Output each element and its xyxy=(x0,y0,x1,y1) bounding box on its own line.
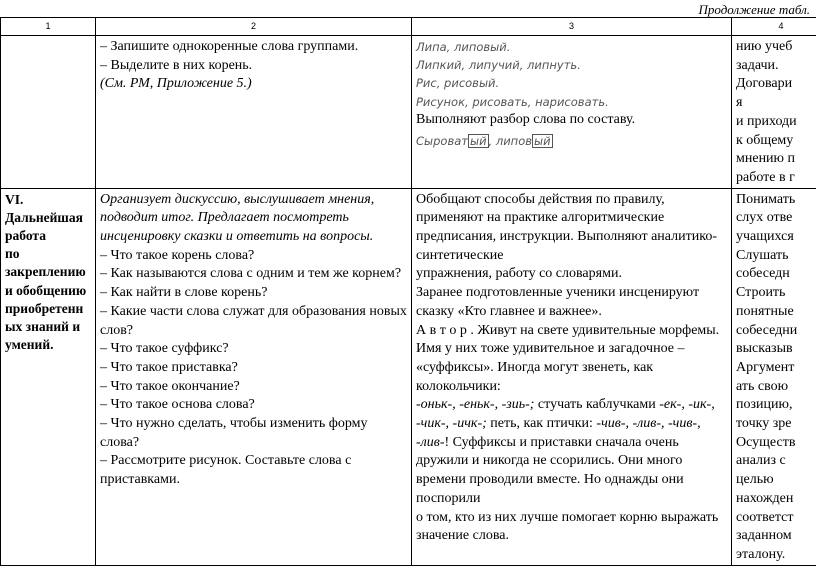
text-line: ать свою xyxy=(736,378,789,394)
text-line: соответст xyxy=(736,509,794,525)
text-line: нию учеб xyxy=(736,39,793,54)
suffix-list: -чик-, -ичк-; xyxy=(416,416,487,432)
header-row xyxy=(1,18,816,36)
text-line: высказыв xyxy=(736,341,793,357)
text-line: Строить xyxy=(736,285,786,301)
suffix-list: -чив-, -лив-, -чив-, xyxy=(596,416,701,432)
stage-line: и обобщению xyxy=(5,282,87,298)
text-line: Аргумент xyxy=(736,359,795,375)
col-number: 1 xyxy=(1,18,96,36)
table-row xyxy=(1,36,816,189)
text-line: слух отве xyxy=(736,210,793,226)
question-line: – Какие части слова служат для образования новых xyxy=(100,303,407,319)
text-line: поспорили xyxy=(416,490,481,506)
stage-line: закреплению xyxy=(5,264,86,280)
text-line: анализ с xyxy=(736,453,786,469)
text-line: Понимать xyxy=(736,191,796,207)
text-line: – Выделите в них корень. xyxy=(100,57,253,73)
table-row xyxy=(1,188,816,565)
text-line: синтетические xyxy=(416,247,504,263)
question-line: слов? xyxy=(100,322,134,338)
col-number: 3 xyxy=(412,18,732,36)
continuation-label: Продолжение табл. xyxy=(698,2,810,17)
teacher-cell xyxy=(96,36,412,189)
text-line: Договари xyxy=(736,76,793,92)
question-line: – Рассмотрите рисунок. Составьте слова с xyxy=(100,453,352,469)
handwritten-word-group: Рис, рисовый. xyxy=(416,76,500,91)
text-line: инсценировку сказки и ответить на вопросы. xyxy=(100,229,374,245)
text-span: петь, как птички: xyxy=(486,416,597,432)
text-line: точку зре xyxy=(736,416,792,432)
morpheme-parse xyxy=(416,132,728,150)
separator: , xyxy=(488,133,496,148)
text-line: упражнения, работу со словарями. xyxy=(416,266,622,282)
text-line: учащихся xyxy=(736,229,794,245)
question-line: – Что такое приставка? xyxy=(100,359,238,375)
text-line: мнению п xyxy=(736,151,796,167)
text-line: к общему xyxy=(736,132,794,148)
stage-line: работа xyxy=(5,228,46,244)
col-number: 2 xyxy=(96,18,412,36)
reference-note: (См. РМ, Приложение 5.) xyxy=(100,76,252,92)
col-number: 4 xyxy=(732,18,816,36)
text-line: значение слова. xyxy=(416,528,509,544)
ending-box: ый xyxy=(469,133,487,148)
text-line: нахожден xyxy=(736,490,794,506)
text-line: собеседн xyxy=(736,266,790,282)
text-span: стучать каблучками xyxy=(534,397,660,413)
text-line: дружили и никогда не ссорились. Они много xyxy=(416,453,683,469)
question-line: – Что такое основа слова? xyxy=(100,397,255,413)
text-line: сказку «Кто главнее и важнее». xyxy=(416,303,602,319)
suffix-line xyxy=(416,415,728,434)
question-line: – Что нужно сделать, чтобы изменить форму слова? xyxy=(100,416,368,450)
text-line: Осуществ xyxy=(736,434,796,450)
text-line: позицию, xyxy=(736,397,793,413)
question-line: приставками. xyxy=(100,472,180,488)
question-line: – Как называются слова с одним и тем же корнем? xyxy=(100,266,402,282)
suffix-line xyxy=(416,396,728,415)
uud-cell xyxy=(732,36,816,189)
suffix-list: -лив- xyxy=(416,434,445,450)
teacher-cell xyxy=(96,188,412,565)
uud-cell xyxy=(732,188,816,565)
text-line: – Запишите однокоренные слова группами. xyxy=(100,39,359,54)
text-line: задачи. xyxy=(736,57,779,73)
text-line: предписания, инструкции. Выполняют аналитико- xyxy=(416,229,717,245)
text-line: подводит итог. Предлагает посмотреть xyxy=(100,210,349,226)
text-line: целью xyxy=(736,472,774,488)
text-line: заданном xyxy=(736,528,792,544)
text-line: колокольчики: xyxy=(416,378,501,394)
stage-line: ых знаний и xyxy=(5,319,81,335)
stage-line: приобретенн xyxy=(5,300,84,316)
stage-line: VI. xyxy=(5,191,24,207)
text-line: о том, кто из них лучше помогает корню выражать xyxy=(416,509,719,525)
text-line: времени проводили вместе. Но однажды они xyxy=(416,472,684,488)
text-line: собеседни xyxy=(736,322,798,338)
text-line: Имя у них тоже удивительное и загадочное – xyxy=(416,341,685,357)
text-line: Организует дискуссию, выслушивает мнения, xyxy=(100,191,375,207)
text-line: понятные xyxy=(736,303,794,319)
text-line: Выполняют разбор слова по составу. xyxy=(416,111,636,127)
question-line: – Что такое корень слова? xyxy=(100,247,255,263)
suffix-list: -оньк-, -еньк-, -зиь-; xyxy=(416,397,535,413)
question-line: – Что такое суффикс? xyxy=(100,341,229,357)
handwritten-word-group: Липа, липовый. xyxy=(416,40,511,54)
text-line: А в т о р . Живут на свете удивительные морфемы. xyxy=(416,322,720,338)
text-span: ! Суффиксы и приставки сначала очень xyxy=(444,434,679,450)
stage-line: Дальнейшая xyxy=(5,209,83,225)
stage-cell xyxy=(1,36,96,189)
text-line: Заранее подготовленные ученики инсценируют xyxy=(416,285,700,301)
text-line: я xyxy=(736,95,743,111)
text-line: применяют на практике алгоритмические xyxy=(416,210,665,226)
ending-box: ый xyxy=(534,133,551,148)
question-line: – Как найти в слове корень? xyxy=(100,285,268,301)
suffix-list: -ек-, -ик-, xyxy=(659,397,715,413)
students-cell xyxy=(412,188,732,565)
word-stem: липов xyxy=(495,133,533,148)
text-line: и приходи xyxy=(736,113,797,129)
students-cell xyxy=(412,36,732,189)
lesson-table xyxy=(0,17,816,566)
suffix-line xyxy=(416,434,728,453)
text-line: Обобщают способы действия по правилу, xyxy=(416,191,665,207)
stage-cell xyxy=(1,188,96,565)
stage-line: по xyxy=(5,246,20,262)
handwritten-word-group: Липкий, липучий, липнуть. xyxy=(416,58,581,73)
word-stem: Сыроват xyxy=(416,133,468,148)
text-line: эталону. xyxy=(736,546,786,562)
text-line: работе в г xyxy=(736,169,795,185)
question-line: – Что такое окончание? xyxy=(100,378,240,394)
text-line: Слушать xyxy=(736,247,789,263)
stage-line: умений. xyxy=(5,337,54,353)
text-line: «суффиксы». Иногда могут звенеть, как xyxy=(416,359,654,375)
handwritten-word-group: Рисунок, рисовать, нарисовать. xyxy=(416,94,609,109)
